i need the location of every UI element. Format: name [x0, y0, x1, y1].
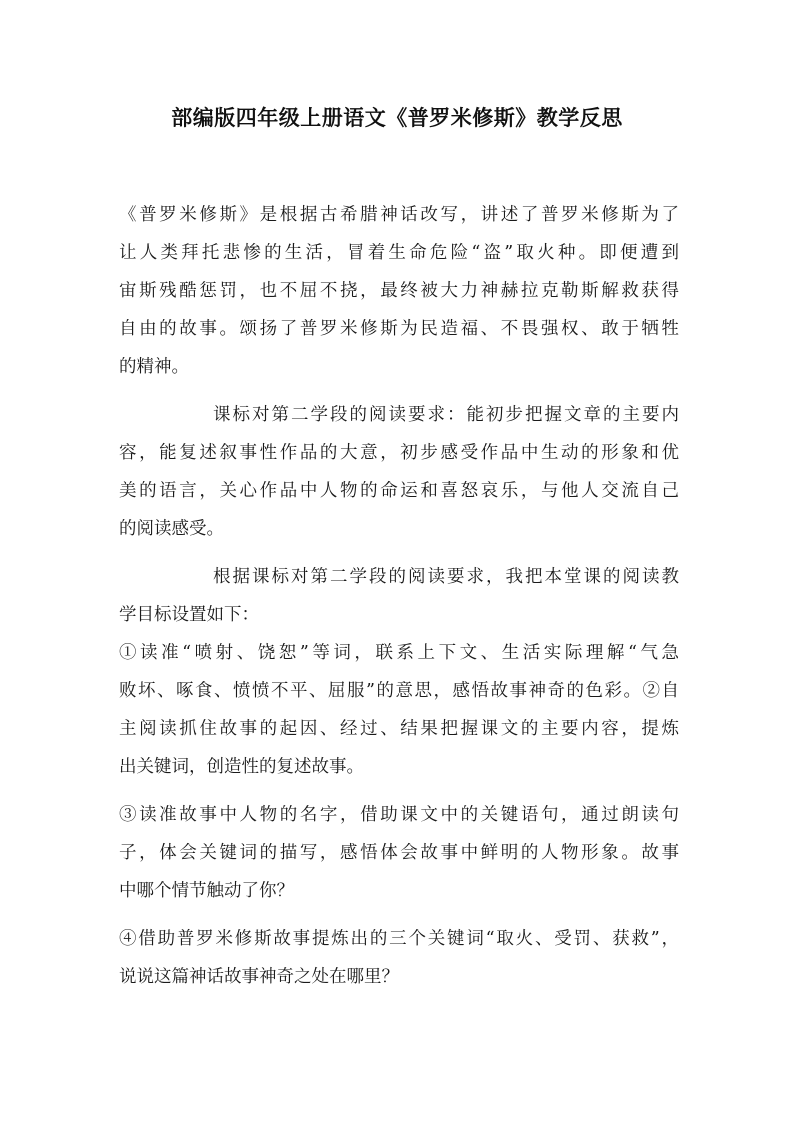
paragraph-1-line-4: 自由的故事。颂扬了普罗米修斯为民造福、不畏强权、敢于牺牲 [119, 319, 679, 339]
paragraph-6-line-2: 说说这篇神话故事神奇之处在哪里？ [119, 967, 399, 987]
paragraph-4-line-1: ①读准“喷射、饶恕”等词，联系上下文、生活实际理解“气急 [119, 643, 679, 663]
document-title: 部编版四年级上册语文《普罗米修斯》教学反思 [171, 106, 623, 130]
paragraph-2-line-2: 容，能复述叙事性作品的大意，初步感受作品中生动的形象和优 [119, 443, 679, 463]
paragraph-1-line-5: 的精神。 [119, 357, 189, 377]
paragraph-1-line-1: 《普罗米修斯》是根据古希腊神话改写，讲述了普罗米修斯为了 [119, 205, 679, 225]
paragraph-4-line-3: 主阅读抓住故事的起因、经过、结果把握课文的主要内容，提炼 [119, 719, 679, 739]
paragraph-5-line-3: 中哪个情节触动了你？ [119, 881, 294, 901]
paragraph-2-line-1: 课标对第二学段的阅读要求：能初步把握文章的主要内 [213, 405, 679, 425]
paragraph-1-line-2: 让人类拜托悲惨的生活，冒着生命危险“盗”取火种。即便遭到 [119, 243, 679, 263]
paragraph-1-line-3: 宙斯残酷惩罚，也不屈不挠，最终被大力神赫拉克勒斯解救获得 [119, 281, 679, 301]
paragraph-4-line-2: 败坏、啄食、愤愤不平、屈服”的意思，感悟故事神奇的色彩。②自 [119, 681, 679, 701]
paragraph-2-line-4: 的阅读感受。 [119, 519, 224, 539]
paragraph-4-line-4: 出关键词，创造性的复述故事。 [119, 757, 364, 777]
paragraph-2-line-3: 美的语言，关心作品中人物的命运和喜怒哀乐，与他人交流自己 [119, 481, 679, 501]
paragraph-6-line-1: ④借助普罗米修斯故事提炼出的三个关键词“取火、受罚、获救”， [119, 929, 679, 949]
paragraph-3-line-1: 根据课标对第二学段的阅读要求，我把本堂课的阅读教 [213, 567, 679, 587]
paragraph-3-line-2: 学目标设置如下： [119, 605, 259, 625]
paragraph-5-line-2: 子，体会关键词的描写，感悟体会故事中鲜明的人物形象。故事 [119, 843, 679, 863]
paragraph-5-line-1: ③读准故事中人物的名字，借助课文中的关键语句，通过朗读句 [119, 805, 679, 825]
